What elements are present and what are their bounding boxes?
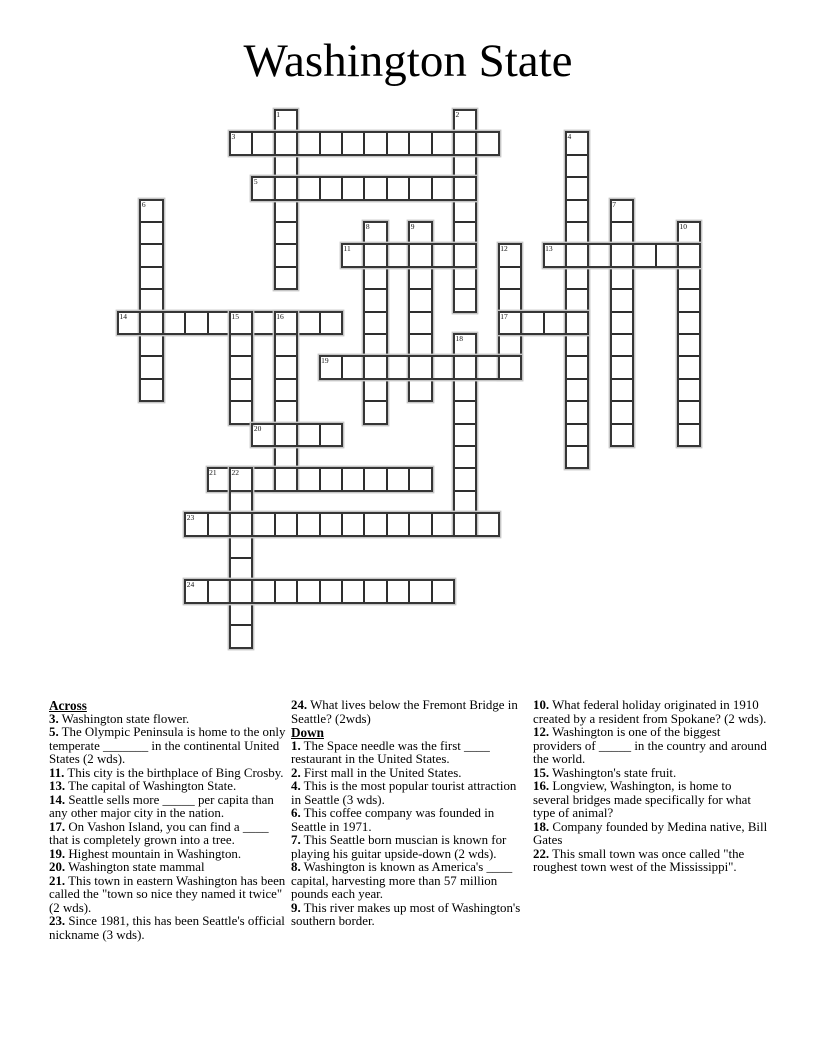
clue-text: This town in eastern Washington has been called the "town so nice they named it twice" (2 wds). xyxy=(49,873,286,915)
grid-cell[interactable] xyxy=(611,334,633,356)
clue-number: 6. xyxy=(291,806,301,820)
grid-cell[interactable] xyxy=(499,244,521,266)
clue-text: Longview, Washington, is home to several bridges made specifically for what type of animal? xyxy=(533,779,751,820)
grid-cell[interactable] xyxy=(320,424,342,446)
grid-cell[interactable] xyxy=(432,244,454,266)
grid-cell[interactable] xyxy=(230,536,252,558)
grid-cell[interactable] xyxy=(521,312,543,334)
grid-cell[interactable] xyxy=(499,312,521,334)
grid-cell[interactable] xyxy=(140,200,162,222)
grid-cell[interactable] xyxy=(409,222,431,244)
grid-cell[interactable] xyxy=(678,401,700,423)
grid-cell[interactable] xyxy=(588,244,610,266)
grid-cell[interactable] xyxy=(275,110,297,132)
cell-number-7: 7 xyxy=(612,199,617,209)
grid-cell[interactable] xyxy=(499,356,521,378)
grid-cell[interactable] xyxy=(275,580,297,602)
clue-text: Washington is known as America's ____ capital, harvesting more than 57 million pounds each year. xyxy=(291,860,513,901)
cell-number-19: 19 xyxy=(321,356,329,366)
clue-text: Washington state flower. xyxy=(61,711,190,726)
grid-cell[interactable] xyxy=(230,379,252,401)
cell-number-24: 24 xyxy=(186,580,195,590)
clue-text: On Vashon Island, you can find a ____ that is completely grown into a tree. xyxy=(49,819,269,847)
grid-cell[interactable] xyxy=(364,401,386,423)
grid-cell[interactable] xyxy=(230,334,252,356)
clue-number: 4. xyxy=(291,779,301,793)
grid-cell[interactable] xyxy=(230,513,252,535)
grid-cell[interactable] xyxy=(454,289,476,311)
clue-across-20 xyxy=(49,861,286,875)
grid-cell[interactable] xyxy=(633,244,655,266)
clue-down-16 xyxy=(533,780,770,821)
grid-cell[interactable] xyxy=(140,334,162,356)
grid-cell[interactable] xyxy=(208,468,230,490)
clue-down-4 xyxy=(291,780,528,807)
clue-down-1 xyxy=(291,740,528,767)
grid-cell[interactable] xyxy=(275,244,297,266)
cell-number-14: 14 xyxy=(119,311,127,321)
clue-across-13 xyxy=(49,780,286,794)
grid-cell[interactable] xyxy=(566,132,588,154)
grid-cell[interactable] xyxy=(544,312,566,334)
cell-number-17: 17 xyxy=(500,311,508,321)
cell-number-9: 9 xyxy=(410,222,415,231)
grid-cell[interactable] xyxy=(499,267,521,289)
cell-number-11: 11 xyxy=(343,244,351,254)
grid-cell[interactable] xyxy=(275,401,297,423)
grid-cell[interactable] xyxy=(409,289,431,311)
grid-cell[interactable] xyxy=(252,177,274,199)
clue-number: 1. xyxy=(291,738,301,753)
grid-cell[interactable] xyxy=(678,244,700,266)
grid-cell[interactable] xyxy=(387,177,409,199)
grid-cell[interactable] xyxy=(656,244,678,266)
grid-cell[interactable] xyxy=(454,155,476,177)
grid-cell[interactable] xyxy=(611,289,633,311)
clue-across-14 xyxy=(49,794,286,821)
cell-number-22: 22 xyxy=(231,468,239,478)
clue-down-7 xyxy=(291,834,528,861)
cell-number-15: 15 xyxy=(231,311,239,321)
clue-number: 15. xyxy=(533,765,550,780)
grid-cell[interactable] xyxy=(364,177,386,199)
grid-cell[interactable] xyxy=(566,177,588,199)
grid-cell[interactable] xyxy=(566,424,588,446)
clue-down-12 xyxy=(533,726,770,767)
cell-number-4: 4 xyxy=(567,132,572,142)
grid-cell[interactable] xyxy=(454,177,476,199)
grid-cell[interactable] xyxy=(230,132,252,154)
grid-cell[interactable] xyxy=(409,580,431,602)
grid-cell[interactable] xyxy=(409,177,431,199)
clues-column-3 xyxy=(533,699,770,942)
grid-cell[interactable] xyxy=(678,289,700,311)
cell-number-21: 21 xyxy=(209,468,217,478)
clue-number: 19. xyxy=(49,846,66,861)
cell-number-16: 16 xyxy=(276,311,284,321)
clue-text: What federal holiday originated in 1910 created by a resident from Spokane? (2 wds). xyxy=(533,698,767,726)
clue-number: 13. xyxy=(49,779,66,793)
grid-cell[interactable] xyxy=(275,177,297,199)
clue-number: 24. xyxy=(291,698,308,712)
grid-cell[interactable] xyxy=(409,356,431,378)
grid-cell[interactable] xyxy=(364,244,386,266)
grid-cell[interactable] xyxy=(342,468,364,490)
grid-cell[interactable] xyxy=(566,356,588,378)
grid-cell[interactable] xyxy=(364,267,386,289)
clue-down-2 xyxy=(291,767,528,781)
grid-cell[interactable] xyxy=(409,334,431,356)
grid-cell[interactable] xyxy=(409,244,431,266)
grid-cell[interactable] xyxy=(297,513,319,535)
cell-number-1: 1 xyxy=(276,110,281,119)
grid-cell[interactable] xyxy=(140,356,162,378)
grid-cell[interactable] xyxy=(185,312,207,334)
grid-cell[interactable] xyxy=(252,424,274,446)
grid-cell[interactable] xyxy=(342,244,364,266)
clue-text: Since 1981, this has been Seattle's official nickname (3 wds). xyxy=(49,914,285,942)
grid-cell[interactable] xyxy=(454,334,476,356)
grid-cell[interactable] xyxy=(432,580,454,602)
clue-number: 20. xyxy=(49,860,66,874)
grid-cell[interactable] xyxy=(409,132,431,154)
grid-cell[interactable] xyxy=(140,244,162,266)
cell-number-6: 6 xyxy=(141,199,146,209)
grid-cell[interactable] xyxy=(320,356,342,378)
grid-cell[interactable] xyxy=(454,424,476,446)
clue-number: 3. xyxy=(49,711,59,726)
grid-cell[interactable] xyxy=(387,513,409,535)
grid-cell[interactable] xyxy=(208,580,230,602)
grid-cell[interactable] xyxy=(678,424,700,446)
grid-cell[interactable] xyxy=(611,424,633,446)
cell-number-10: 10 xyxy=(679,222,687,231)
clue-across-17 xyxy=(49,821,286,848)
grid-cell[interactable] xyxy=(320,468,342,490)
grid-cell[interactable] xyxy=(252,312,274,334)
grid-cell[interactable] xyxy=(387,580,409,602)
clue-across-24 xyxy=(291,699,528,726)
cell-number-2: 2 xyxy=(455,110,460,119)
clue-text: What lives below the Fremont Bridge in Seattle? (2wds) xyxy=(291,698,518,726)
grid-cell[interactable] xyxy=(566,267,588,289)
clue-number: 9. xyxy=(291,900,301,915)
grid-cell[interactable] xyxy=(566,289,588,311)
grid-cell[interactable] xyxy=(364,334,386,356)
clue-number: 12. xyxy=(533,725,550,739)
grid-cell[interactable] xyxy=(387,132,409,154)
grid-cell[interactable] xyxy=(566,401,588,423)
grid-cell[interactable] xyxy=(566,379,588,401)
grid-cell[interactable] xyxy=(230,603,252,625)
clue-across-3 xyxy=(49,713,286,727)
grid-cell[interactable] xyxy=(611,356,633,378)
puzzle-title: Washington State xyxy=(243,35,573,87)
grid-cell[interactable] xyxy=(476,356,498,378)
clue-number: 7. xyxy=(291,833,301,847)
clue-text: Washington is one of the biggest providers of _____ in the country and around the world. xyxy=(533,725,767,766)
grid-cell[interactable] xyxy=(454,446,476,468)
grid-cell[interactable] xyxy=(275,424,297,446)
grid-cell[interactable] xyxy=(611,244,633,266)
clue-number: 14. xyxy=(49,792,66,807)
grid-cell[interactable] xyxy=(275,446,297,468)
clue-down-6 xyxy=(291,807,528,834)
grid-cell[interactable] xyxy=(387,468,409,490)
grid-cell[interactable] xyxy=(409,513,431,535)
grid-cell[interactable] xyxy=(230,468,252,490)
grid-cell[interactable] xyxy=(454,200,476,222)
clue-across-21 xyxy=(49,875,286,916)
clue-text: This river makes up most of Washington's southern border. xyxy=(291,900,521,928)
grid-cell[interactable] xyxy=(454,491,476,513)
clue-text: Washington's state fruit. xyxy=(552,765,677,780)
clue-text: Washington state mammal xyxy=(68,860,205,874)
grid-cell[interactable] xyxy=(163,312,185,334)
grid-cell[interactable] xyxy=(678,379,700,401)
grid-cell[interactable] xyxy=(230,491,252,513)
grid-cell[interactable] xyxy=(275,222,297,244)
grid-cell[interactable] xyxy=(476,513,498,535)
across-heading: Across xyxy=(49,698,87,713)
grid-cell[interactable] xyxy=(454,401,476,423)
grid-cell[interactable] xyxy=(297,424,319,446)
grid-cell[interactable] xyxy=(342,132,364,154)
cell-number-13: 13 xyxy=(545,244,553,254)
grid-cell[interactable] xyxy=(364,222,386,244)
grid-cell[interactable] xyxy=(409,379,431,401)
cell-number-18: 18 xyxy=(455,334,463,343)
grid-cell[interactable] xyxy=(454,356,476,378)
grid-cell[interactable] xyxy=(320,580,342,602)
cell-number-5: 5 xyxy=(253,177,258,187)
grid-cell[interactable] xyxy=(432,177,454,199)
clue-number: 16. xyxy=(533,779,550,793)
grid-cell[interactable] xyxy=(432,356,454,378)
grid-cell[interactable] xyxy=(275,513,297,535)
grid-cell[interactable] xyxy=(140,222,162,244)
clue-text: Company founded by Medina native, Bill Gates xyxy=(533,819,768,847)
grid-cell[interactable] xyxy=(252,513,274,535)
grid-cell[interactable] xyxy=(566,200,588,222)
grid-cell[interactable] xyxy=(275,312,297,334)
grid-cell[interactable] xyxy=(230,312,252,334)
grid-cell[interactable] xyxy=(454,110,476,132)
grid-cell[interactable] xyxy=(409,468,431,490)
clue-across-23 xyxy=(49,915,286,942)
clue-number: 11. xyxy=(49,765,65,780)
grid-cell[interactable] xyxy=(364,379,386,401)
grid-cell[interactable] xyxy=(566,334,588,356)
grid-cell[interactable] xyxy=(297,132,319,154)
grid-cell[interactable] xyxy=(454,132,476,154)
grid-cell[interactable] xyxy=(499,289,521,311)
grid-cell[interactable] xyxy=(678,312,700,334)
grid-cell[interactable] xyxy=(678,334,700,356)
clue-text: This coffee company was founded in Seattle in 1971. xyxy=(291,806,495,834)
grid-cell[interactable] xyxy=(611,312,633,334)
grid-cell[interactable] xyxy=(297,468,319,490)
grid-cell[interactable] xyxy=(454,267,476,289)
grid-cell[interactable] xyxy=(252,132,274,154)
grid-cell[interactable] xyxy=(342,356,364,378)
clue-number: 22. xyxy=(533,846,550,861)
grid-cell[interactable] xyxy=(611,267,633,289)
clue-number: 21. xyxy=(49,873,66,888)
grid-cell[interactable] xyxy=(140,267,162,289)
grid-cell[interactable] xyxy=(566,222,588,244)
grid-cell[interactable] xyxy=(297,580,319,602)
clue-number: 23. xyxy=(49,914,66,928)
clue-text: The Olympic Peninsula is home to the only temperate _______ in the continental United States (2 wds). xyxy=(49,725,286,766)
clue-text: First mall in the United States. xyxy=(303,765,462,780)
grid-cell[interactable] xyxy=(275,379,297,401)
clues-column-2 xyxy=(291,699,528,942)
grid-cell[interactable] xyxy=(432,513,454,535)
clue-text: This small town was once called "the roughest town west of the Mississippi". xyxy=(533,846,745,874)
grid-cell[interactable] xyxy=(275,267,297,289)
clue-number: 10. xyxy=(533,698,550,712)
grid-cell[interactable] xyxy=(611,379,633,401)
clue-number: 8. xyxy=(291,860,301,874)
grid-cell[interactable] xyxy=(364,356,386,378)
clue-text: The capital of Washington State. xyxy=(68,779,237,793)
clue-down-8 xyxy=(291,861,528,902)
grid-cell[interactable] xyxy=(275,334,297,356)
grid-cell[interactable] xyxy=(364,513,386,535)
grid-cell[interactable] xyxy=(342,580,364,602)
grid-cell[interactable] xyxy=(185,513,207,535)
grid-cell[interactable] xyxy=(364,580,386,602)
grid-cell[interactable] xyxy=(611,222,633,244)
grid-cell[interactable] xyxy=(432,132,454,154)
grid-cell[interactable] xyxy=(208,312,230,334)
grid-cell[interactable] xyxy=(387,356,409,378)
grid-cell[interactable] xyxy=(566,244,588,266)
grid-cell[interactable] xyxy=(275,132,297,154)
grid-cell[interactable] xyxy=(275,356,297,378)
cell-number-12: 12 xyxy=(500,244,508,254)
grid-cell[interactable] xyxy=(320,132,342,154)
clue-number: 17. xyxy=(49,819,66,834)
grid-cell[interactable] xyxy=(140,289,162,311)
cell-number-23: 23 xyxy=(186,513,195,523)
grid-cell[interactable] xyxy=(454,468,476,490)
cell-number-3: 3 xyxy=(231,132,236,142)
crossword-grid xyxy=(118,110,700,648)
grid-cell[interactable] xyxy=(275,155,297,177)
clue-number: 2. xyxy=(291,765,301,780)
grid-cell[interactable] xyxy=(476,132,498,154)
grid-cell[interactable] xyxy=(566,155,588,177)
clues-column-1 xyxy=(49,699,286,942)
grid-cell[interactable] xyxy=(454,379,476,401)
grid-cell[interactable] xyxy=(342,513,364,535)
grid-cell[interactable] xyxy=(342,177,364,199)
grid-cell[interactable] xyxy=(230,580,252,602)
grid-cell[interactable] xyxy=(275,468,297,490)
cell-number-20: 20 xyxy=(253,423,262,433)
clue-text: Seattle sells more _____ per capita than any other major city in the nation. xyxy=(49,792,274,820)
grid-cell[interactable] xyxy=(230,356,252,378)
grid-cell[interactable] xyxy=(566,312,588,334)
grid-cell[interactable] xyxy=(409,312,431,334)
clue-text: This Seattle born muscian is known for playing his guitar upside-down (2 wds). xyxy=(291,833,507,861)
clue-down-18 xyxy=(533,821,770,848)
grid-cell[interactable] xyxy=(611,200,633,222)
clue-across-5 xyxy=(49,726,286,767)
grid-cell[interactable] xyxy=(678,356,700,378)
grid-cell[interactable] xyxy=(320,177,342,199)
grid-cell[interactable] xyxy=(320,312,342,334)
clue-across-19 xyxy=(49,848,286,862)
grid-cell[interactable] xyxy=(499,334,521,356)
grid-cell[interactable] xyxy=(409,267,431,289)
grid-cell[interactable] xyxy=(611,401,633,423)
grid-cell[interactable] xyxy=(364,289,386,311)
clue-text: This is the most popular tourist attraction in Seattle (3 wds). xyxy=(291,779,517,807)
clue-down-22 xyxy=(533,848,770,875)
clue-across-11 xyxy=(49,767,286,781)
grid-cell[interactable] xyxy=(208,513,230,535)
clue-down-10 xyxy=(533,699,770,726)
grid-cell[interactable] xyxy=(118,312,140,334)
grid-cell[interactable] xyxy=(275,200,297,222)
grid-cell[interactable] xyxy=(252,580,274,602)
grid-cell[interactable] xyxy=(544,244,566,266)
clue-down-9 xyxy=(291,902,528,929)
grid-cell[interactable] xyxy=(387,244,409,266)
clue-down-15 xyxy=(533,767,770,781)
grid-cell[interactable] xyxy=(364,132,386,154)
grid-cell[interactable] xyxy=(297,312,319,334)
grid-cell[interactable] xyxy=(678,222,700,244)
clues-section xyxy=(49,699,771,942)
grid-cell[interactable] xyxy=(185,580,207,602)
grid-cell[interactable] xyxy=(230,625,252,647)
grid-cell[interactable] xyxy=(566,446,588,468)
grid-cell[interactable] xyxy=(230,401,252,423)
grid-cell[interactable] xyxy=(454,244,476,266)
clue-number: 18. xyxy=(533,819,550,834)
clue-text: The Space needle was the first ____ restaurant in the United States. xyxy=(291,738,490,766)
grid-cell[interactable] xyxy=(297,177,319,199)
down-heading: Down xyxy=(291,725,324,740)
grid-cell[interactable] xyxy=(364,468,386,490)
grid-cell[interactable] xyxy=(320,513,342,535)
grid-cell[interactable] xyxy=(678,267,700,289)
grid-cell[interactable] xyxy=(364,312,386,334)
clue-text: This city is the birthplace of Bing Crosby. xyxy=(67,765,284,780)
clue-text: Highest mountain in Washington. xyxy=(68,846,242,861)
cell-number-8: 8 xyxy=(365,222,370,231)
clue-number: 5. xyxy=(49,725,59,739)
grid-cell[interactable] xyxy=(454,222,476,244)
grid-cell[interactable] xyxy=(230,558,252,580)
grid-cell[interactable] xyxy=(140,312,162,334)
grid-cell[interactable] xyxy=(140,379,162,401)
grid-cell[interactable] xyxy=(454,513,476,535)
grid-cell[interactable] xyxy=(252,468,274,490)
